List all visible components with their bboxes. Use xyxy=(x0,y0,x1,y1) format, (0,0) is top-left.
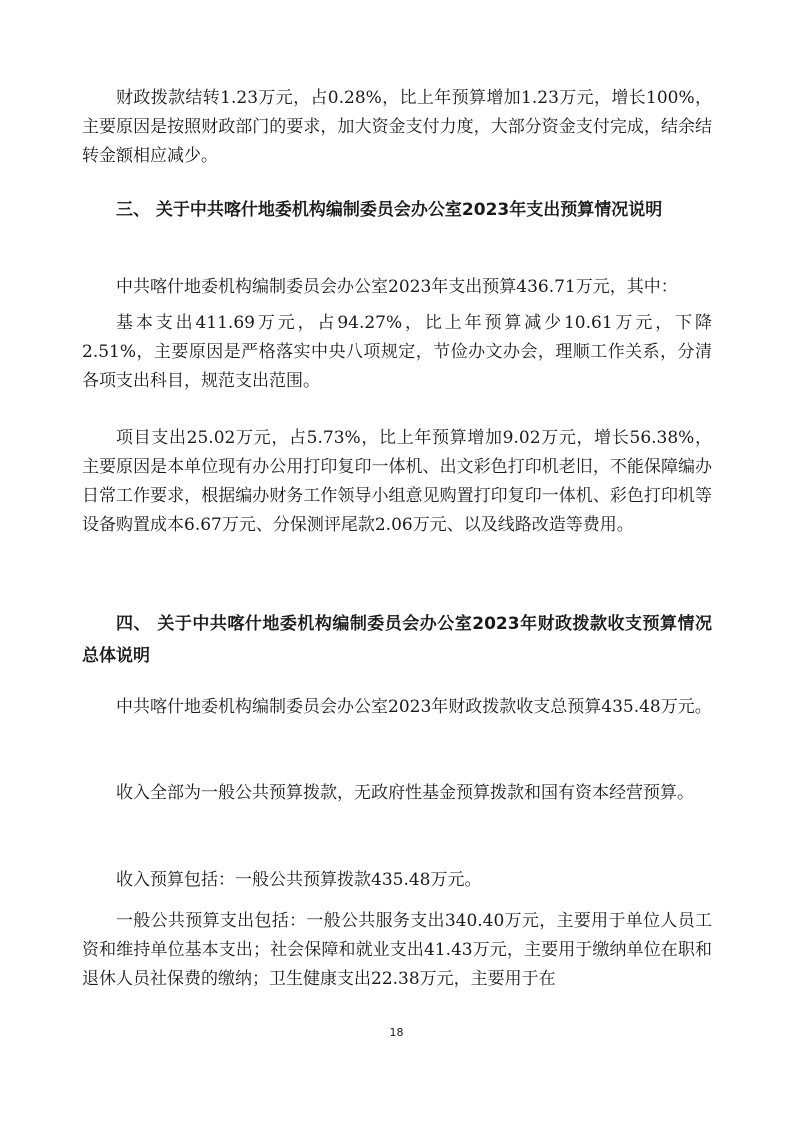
paragraph-basic-expenditure: 基本支出411.69万元，占94.27%，比上年预算减少10.61万元，下降2.51%，主要原因是严格落实中央八项规定，节俭办文办会，理顺工作关系，分清各项支出科目，规范支出范围。 xyxy=(82,313,712,391)
page-number: 18 xyxy=(389,1026,404,1039)
paragraph-project-expenditure: 项目支出25.02万元，占5.73%，比上年预算增加9.02万元，增长56.38%，主要原因是本单位现有办公用打印复印一体机、出文彩色打印机老旧，不能保障编办日常工作要求，根据编办财务工作领导小组意见购置打印复印一体机、彩色打印机等设备购置成本6.67万元、分保测评尾款2.06万元、以及线路改造等费用。 xyxy=(82,428,712,535)
paragraph-income-composition: 收入全部为一般公共预算拨款，无政府性基金预算拨款和国有资本经营预算。 xyxy=(116,783,694,803)
paragraph-general-expenditure: 一般公共预算支出包括：一般公共服务支出340.40万元，主要用于单位人员工资和维持单位基本支出；社会保障和就业支出41.43万元，主要用于缴纳单位在职和退休人员社保费的缴纳；卫生健康支出22.38万元，主要用于在 xyxy=(82,911,712,989)
paragraph-carryover: 财政拨款结转1.23万元，占0.28%，比上年预算增加1.23万元，增长100%，主要原因是按照财政部门的要求，加大资金支付力度，大部分资金支付完成，结余结转金额相应减少。 xyxy=(82,88,712,166)
section-heading-3: 三、 关于中共喀什地委机构编制委员会办公室2023年支出预算情况说明 xyxy=(116,200,663,220)
paragraph-expenditure-total: 中共喀什地委机构编制委员会办公室2023年支出预算436.71万元，其中： xyxy=(116,277,678,297)
paragraph-fiscal-total: 中共喀什地委机构编制委员会办公室2023年财政拨款收支总预算435.48万元。 xyxy=(116,697,712,717)
section-heading-4: 四、 关于中共喀什地委机构编制委员会办公室2023年财政拨款收支预算情况总体说明 xyxy=(82,614,712,666)
paragraph-income-budget: 收入预算包括：一般公共预算拨款435.48万元。 xyxy=(116,870,482,890)
